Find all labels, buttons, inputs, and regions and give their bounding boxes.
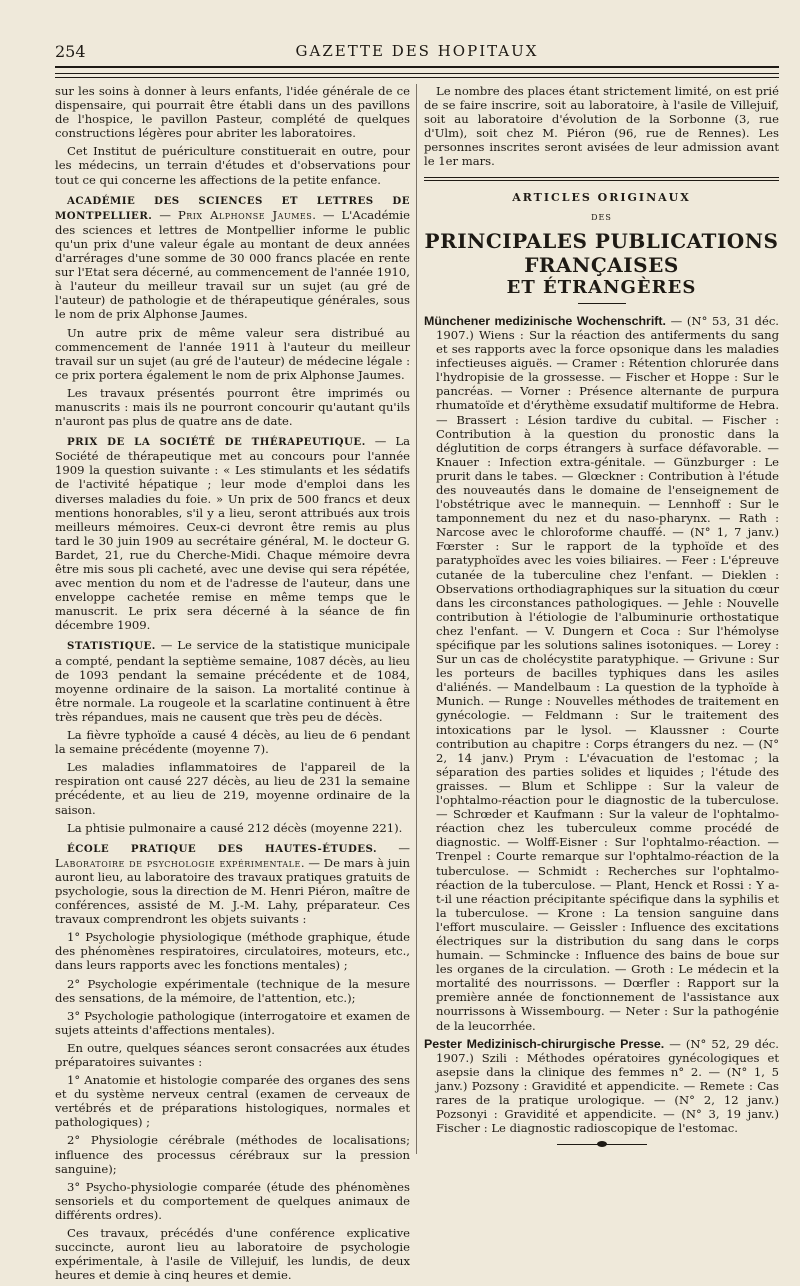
list-item: 2° Physiologie cérébrale (méthodes de localisations; influence des processus cérébraux sur la pression sanguine);	[55, 1133, 410, 1176]
section-text: — La Société de thérapeutique met au concours pour l'année 1909 la question suivante : « Les stimulants et les sédatifs de l'activité hépatique ; leur mode d'emploi dans les diverses maladies du foie. » Un prix de 500 francs et deux mentions honorables, s'il y a lieu, seront attribués aux trois meilleurs mémoires. Ceux-ci devront être remis au plus tard le 30 juin 1909 au secrétaire général, M. le docteur G. Bardet, 21, rue du Cherche-Midi. Chaque mémoire devra être mis sous pli cacheté, avec une devise qui sera répétée, avec mention du nom et de l'adresse de l'auteur, dans une enveloppe cachetée remise en même temps que le manuscrit. Le prix sera décerné à la séance de fin décembre 1909.	[55, 434, 410, 633]
paragraph: La phtisie pulmonaire a causé 212 décès (moyenne 221).	[67, 820, 403, 835]
articles-heading	[424, 191, 779, 304]
section-academie	[55, 193, 410, 429]
section-rubric: ACADÉMIE DES SCIENCES ET LETTRES DE MONTPELLIER.	[55, 194, 410, 222]
end-ornament	[557, 1141, 647, 1147]
section-statistique	[55, 638, 410, 834]
articles-title: ARTICLES ORIGINAUX	[512, 190, 691, 204]
list-item: 1° Anatomie et histologie comparée des organes des sens et du système nerveux central (examen de cerveaux de vertébrés et de préparations histologiques, normales et pathologiques) ;	[55, 1073, 410, 1130]
journal-text: — (N° 52, 29 déc. 1907.) Szili : Méthodes opératoires gynécologiques et asepsie dans la clinique des femmes n° 2. — (N° 1, 5 janv.) Pozsony : Gravidité et appendicite. — Remete : Cas rares de la pratique urologique. — (N° 2, 12 janv.) Pozsonyi : Gravidité et appendicite. — (N° 3, 19 janv.) Fischer : Le diagnostic radioscopique de l'estomac.	[436, 1036, 779, 1136]
journal-entry-pester	[424, 1037, 779, 1136]
list-item: 3° Psycho-physiologie comparée (étude des phénomènes sensoriels et du comportement de quelques animaux de différents ordres).	[55, 1179, 410, 1222]
section-text: . — De mars à juin auront lieu, au laboratoire des travaux pratiques gratuits de psychologie, sous la direction de M. Henri Piéron, maître de conférences, assisté de M. J.-M. Lahy, préparateur. Ces travaux comprendront les objets suivants :	[55, 855, 410, 927]
dash: —	[152, 207, 178, 222]
section-text: . — L'Académie des sciences et lettres de Montpellier informe le public qu'un prix d'une valeur égale au montant de deux années d'arrérages d'une somme de 30 000 francs placée en rente sur l'Etat sera décerné, au commencement de l'année 1910, à l'auteur du meilleur travail sur un sujet (au gré de l'auteur) de pathologie et de thérapeutique générales, sous le nom de prix Alphonse Jaumes.	[55, 207, 410, 322]
journal-name: Pester Medizinisch-chirurgische Presse.	[424, 1036, 665, 1051]
list-item: 2° Psychologie expérimentale (technique de la mesure des sensations, de la mémoire, de l'attention, etc.);	[55, 976, 410, 1005]
paragraph: Ces travaux, précédés d'une conférence explicative succincte, auront lieu au laboratoire de psychologie expérimentale, à l'asile de Villejuif, les lundis, de deux heures et demie à cinq heures et demie.	[55, 1226, 410, 1283]
journal-name: Münchener medizinische Wochenschrift.	[424, 313, 666, 328]
section-text: — Le service de la statistique municipale a compté, pendant la septième semaine, 1087 décès, au lieu de 1093 pendant la semaine précédente et de 1084, moyenne ordinaire de la saison. La mortalité continue à être normale. La rougeole et la scarlatine continuent à être très répandues, mais ne causent que très peu de décès.	[55, 638, 410, 724]
journal-entry-muenchener	[424, 314, 779, 1033]
column-separator	[416, 84, 417, 1154]
articles-des: DES	[591, 212, 612, 222]
section-rubric: PRIX DE LA SOCIÉTÉ DE THÉRAPEUTIQUE.	[67, 436, 366, 449]
section-rubric: ÉCOLE PRATIQUE DES HAUTES-ÉTUDES.	[67, 842, 378, 855]
page-number: 254	[55, 42, 86, 61]
header-rule	[55, 66, 779, 74]
list-item: 1° Psychologie physiologique (méthode graphique, étude des phénomènes respiratoires, circulatoires, moteurs, etc., dans leurs rapports avec les fonctions mentales) ;	[55, 930, 410, 973]
big-title-line1: PRINCIPALES PUBLICATIONS FRANÇAISES	[424, 228, 779, 277]
divider	[424, 177, 779, 178]
paragraph: sur les soins à donner à leurs enfants, l'idée générale de ce dispensaire, qui pourrait être établi dans un des pavillons de l'hospice, le pavillon Pasteur, complété de quelques constructions légères pour abriter les laboratoires.	[55, 84, 410, 141]
big-title-line2: ET ÉTRANGÈRES	[506, 276, 697, 298]
header-rule-thin	[55, 77, 779, 78]
running-title: GAZETTE DES HOPITAUX	[295, 42, 539, 60]
paragraph: Un autre prix de même valeur sera distribué au commencement de l'année 1911 à l'auteur du meilleur travail sur un sujet (au gré de l'auteur) de médecine légale : ce prix portera également le nom de prix Alphonse Jaumes.	[55, 325, 410, 382]
prize-name: Prix Alphonse Jaumes	[177, 207, 313, 222]
left-column	[55, 84, 410, 1286]
journal-text: — (N° 53, 31 déc. 1907.) Wiens : Sur la réaction des antiferments du sang et ses rapports avec la force opsonique dans les maladies infectieuses aiguës. — Cramer : Rétention chlorurée dans l'hydropisie de la grossesse. — Fischer et Hoppe : Sur le pancréas. — Vorner : Présence alternante de purpura rhumatoïde et d'érythème exsudatif multiforme de Hebra. — Brassert : Lésion tardive du cubital. — Fischer : Contribution à la question du pronostic dans la déglutition de corps étrangers à surface défavorable. — Knauer : Infection extra-génitale. — Günzburger : Le prurit dans le tabes. — Glœckner : Contribution à l'étude des nouveautés dans le domaine de l'enseignement de l'obstétrique avec le mannequin. — Lennhoff : Sur le tamponnement du nez et du naso-pharynx. — Rath : Narcose avec le chloroforme chauffé. — (N° 1, 7 janv.) Fœrster : Sur le rapport de la typhoïde et des paratyphoïdes avec les voies biliaires. — Feer : L'épreuve cutanée de la tuberculine chez l'enfant. — Dieklen : Observations orthodiagraphiques sur la situation du cœur dans les circonstances pathologiques. — Jehle : Nouvelle contribution à l'étiologie de l'albuminurie orthostatique chez l'enfant. — V. Dungern et Coca : Sur l'hémolyse spécifique par les solutions salines isotoniques. — Lorey : Sur un cas de cholécystite paratyphique. — Grivune : Sur les porteurs de bacilles typhiques dans les asiles d'aliénés. — Mandelbaum : La question de la typhoïde à Munich. — Runge : Nouvelles méthodes de traitement en gynécologie. — Feldmann : Sur le traitement des intoxications par le lysol. — Klaussner : Courte contribution au chapitre : Corps étrangers du nez. — (N° 2, 14 janv.) Prym : L'évacuation de l'estomac ; la séparation des parties solides et liquides ; l'étude des graisses. — Blum et Schlippe : Sur la valeur de l'ophtalmo-réaction pour le diagnostic de la tuberculose. — Schrœder et Kaufmann : Sur la valeur de l'ophtalmo-réaction chez les tuberculeux comme procédé de diagnostic. — Wolff-Eisner : Sur l'ophtalmo-réaction. — Trenpel : Courte remarque sur l'ophtalmo-réaction de la tuberculose. — Schmidt : Recherches sur l'ophtalmo-réaction de la tuberculose. — Plant, Henck et Rossi : Y a-t-il une réaction précipitante spécifique dans la syphilis et la tuberculose. — Krone : La tension sanguine dans l'effort musculaire. — Geissler : Influence des excitations électriques sur la distribution du sang dans le corps humain. — Schmincke : Influence des bains de boue sur les organes de la circulation. — Groth : Le médecin et la mortalité des nourrissons. — Dœrfler : Rapport sur la première année de fonctionnement de l'assistance aux nourrissons à Wissembourg. — Neter : Sur la pathogénie de la leucorrhée.	[436, 313, 779, 1033]
short-rule	[578, 303, 626, 304]
list-item: 3° Psychologie pathologique (interrogatoire et examen de sujets atteints d'affections mentales).	[55, 1008, 410, 1037]
paragraph: Le nombre des places étant strictement limité, on est prié de se faire inscrire, soit au laboratoire, à l'asile de Villejuif, soit au laboratoire d'évolution de la Sorbonne (3, rue d'Ulm), soit chez M. Piéron (96, rue de Rennes). Les personnes inscrites seront avisées de leur admission avant le 1er mars.	[424, 84, 779, 169]
paragraph: Les maladies inflammatoires de l'appareil de la respiration ont causé 227 décès, au lieu de 231 la semaine précédente, et au lieu de 219, moyenne ordinaire de la saison.	[55, 760, 410, 817]
paragraph: Les travaux présentés pourront être imprimés ou manuscrits : mais ils ne pourront concourir qu'autant qu'ils n'auront pas plus de quatre ans de date.	[55, 385, 410, 429]
section-ecole	[55, 841, 410, 1283]
section-rubric: STATISTIQUE.	[67, 640, 156, 653]
paragraph: En outre, quelques séances seront consacrées aux études préparatoires suivantes :	[55, 1040, 410, 1069]
lab-name: Laboratoire de psychologie expérimentale	[55, 855, 301, 870]
section-societe	[55, 434, 410, 632]
paragraph: Cet Institut de puériculture constituerait en outre, pour les médecins, un terrain d'études et d'observations pour tout ce qui concerne les affections de la petite enfance.	[55, 144, 410, 187]
divider	[424, 180, 779, 181]
right-column	[424, 84, 779, 1147]
paragraph: La fièvre typhoïde a causé 4 décès, au lieu de 6 pendant la semaine précédente (moyenne 7).	[55, 728, 410, 757]
dash: —	[377, 840, 410, 855]
